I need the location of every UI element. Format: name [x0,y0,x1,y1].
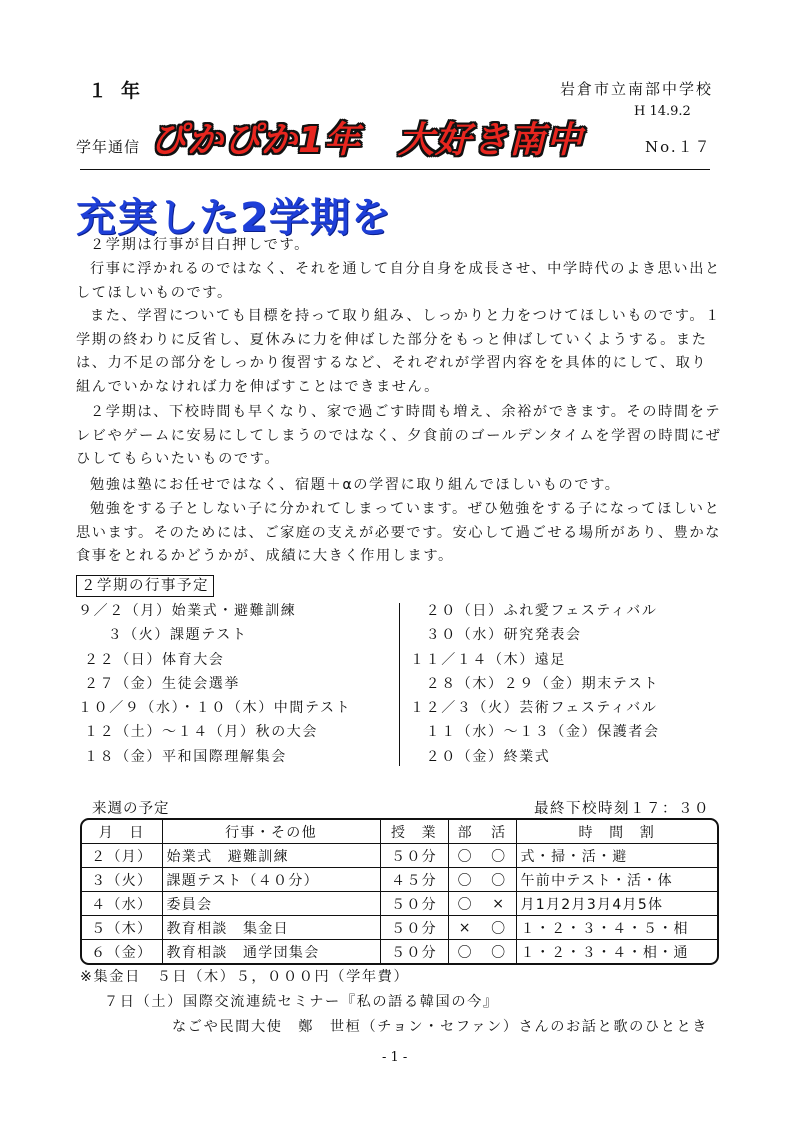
club-cell: 〇 [482,916,516,940]
club-cell: 〇 [448,868,482,892]
class-time-cell: ５０分 [380,940,448,964]
club-cell: 〇 [482,868,516,892]
club-cell: 〇 [448,844,482,868]
event-item: ２２（日）体育大会 [84,651,225,668]
event-item: ２０（日）ふれ愛フェスティバル [410,603,658,619]
next-week-title: 来週の予定 [92,801,170,817]
class-time-cell: ５０分 [380,844,448,868]
paragraph-3: また、学習についても目標を持って取り組み、しっかりと力をつけてほしいものです。１学期の終わりに反省し、夏休みに力を伸ばした部分をもっと伸ばしていくようする。または、力不足の部分をしっかり復習するなど、それぞれが学習内容をを具体的にして、取り組んでいかなければ力を伸ばすことはできません。 [76,308,721,395]
events-right-column [410,599,660,769]
article-headline: 充実した2学期を [76,195,392,241]
paragraph-6: 勉強をする子としない子に分かれてしまっています。ぜひ勉強をする子になってほしいと思います。そのためには、ご家庭の支えが必要です。安心して過ごせる場所があり、豊かな食事をとれるかどうかが、成績に大きく作用します。 [76,501,722,565]
timetable-cell: 月1月2月3月4月5体 [516,892,717,916]
club-cell: 〇 [482,844,516,868]
event-item: ２７（金）生徒会選挙 [84,675,240,692]
collection-note: ※集金日 ５日（木）５，０００円（学年費） [80,969,410,985]
event-cell: 始業式 避難訓練 [162,844,380,868]
table-row [82,916,717,940]
club-cell: × [482,892,516,916]
table-row [82,940,717,964]
header-cell: 時 間 割 [516,820,717,844]
timetable-cell: 午前中テスト・活・体 [516,868,717,892]
paragraph-1: ２学期は行事が目白押しです。 [90,237,310,253]
event-item: ２８（木）２９（金）期末テスト [410,675,660,692]
timetable-cell: １・２・３・４・相・通 [516,940,717,964]
header-cell: 月 日 [82,820,162,844]
masthead-title: ぴかぴか1年 大好き南中 [150,120,584,161]
paragraph-5: 勉強は塾にお任せではなく、宿題＋αの学習に取り組んでほしいものです。 [90,477,621,493]
newsletter-label: 学年通信 [76,138,141,156]
event-item: ３０（水）研究発表会 [410,627,582,644]
paragraph-2: 行事に浮かれるのではなく、それを通して自分自身を成長させ、中学時代のよき思い出としてほしいものです。 [76,261,721,301]
event-item: １２（土）～１４（月）秋の大会 [84,724,318,741]
timetable-cell: 式・掃・活・避 [516,844,717,868]
class-time-cell: ４５分 [380,868,448,892]
issue-date: H 14.9.2 [634,104,691,119]
event-cell: 教育相談 通学団集会 [162,940,380,964]
table-row [82,844,717,868]
closing-time: 最終下校時刻１７：３０ [534,801,710,817]
event-item: １２／３（火）芸術フェスティバル [410,700,658,717]
event-item: ２０（金）終業式 [410,748,551,765]
header-cell: 部 [448,820,482,844]
event-cell: 教育相談 集金日 [162,916,380,940]
date-cell: ２（月） [82,844,162,868]
event-item: ３（火）課題テスト [92,627,248,644]
class-time-cell: ５０分 [380,892,448,916]
header-cell: 行事・その他 [162,820,380,844]
events-left-column [78,599,351,769]
header-cell: 授 業 [380,820,448,844]
date-cell: ６（金） [82,940,162,964]
seminar-speaker-note: なごや民間大使 鄭 世桓（チョン・セファン）さんのお話と歌のひととき [172,1019,709,1035]
event-item: ９／２（月）始業式・避難訓練 [78,603,297,619]
table-row [82,868,717,892]
schedule-table [80,818,719,965]
date-cell: ３（火） [82,868,162,892]
club-cell: 〇 [448,892,482,916]
issue-number: No.１７ [645,138,712,156]
event-item: １８（金）平和国際理解集会 [84,748,287,765]
event-cell: 課題テスト（４０分） [162,868,380,892]
club-cell: × [448,916,482,940]
table-header-row [82,820,717,844]
date-cell: ４（水） [82,892,162,916]
club-cell: 〇 [482,940,516,964]
page-number: - 1 - [382,1050,408,1065]
events-column-divider [399,603,400,766]
table-row [82,892,717,916]
event-cell: 委員会 [162,892,380,916]
club-cell: 〇 [448,940,482,964]
event-item: １０／９（水）・１０（木）中間テスト [78,700,352,717]
events-title: ２学期の行事予定 [76,575,214,597]
school-name: 岩倉市立南部中学校 [560,80,714,98]
paragraph-4: ２学期は、下校時間も早くなり、家で過ごす時間も増え、余裕ができます。その時間をテレビやゲームに安易にしてしまうのではなく、夕食前のゴールデンタイムを学習の時間にぜひしてもらいたいものです。 [76,404,722,468]
header-divider [80,169,710,170]
grade-label: １年 [88,80,155,102]
date-cell: ５（木） [82,916,162,940]
header-cell: 活 [482,820,516,844]
event-item: １１／１４（木）遠足 [410,651,566,668]
event-item: １１（水）～１３（金）保護者会 [410,724,660,741]
timetable-cell: １・２・３・４・５・相 [516,916,717,940]
seminar-note: ７日（土）国際交流連続セミナー『私の語る韓国の今』 [104,994,499,1010]
class-time-cell: ５０分 [380,916,448,940]
